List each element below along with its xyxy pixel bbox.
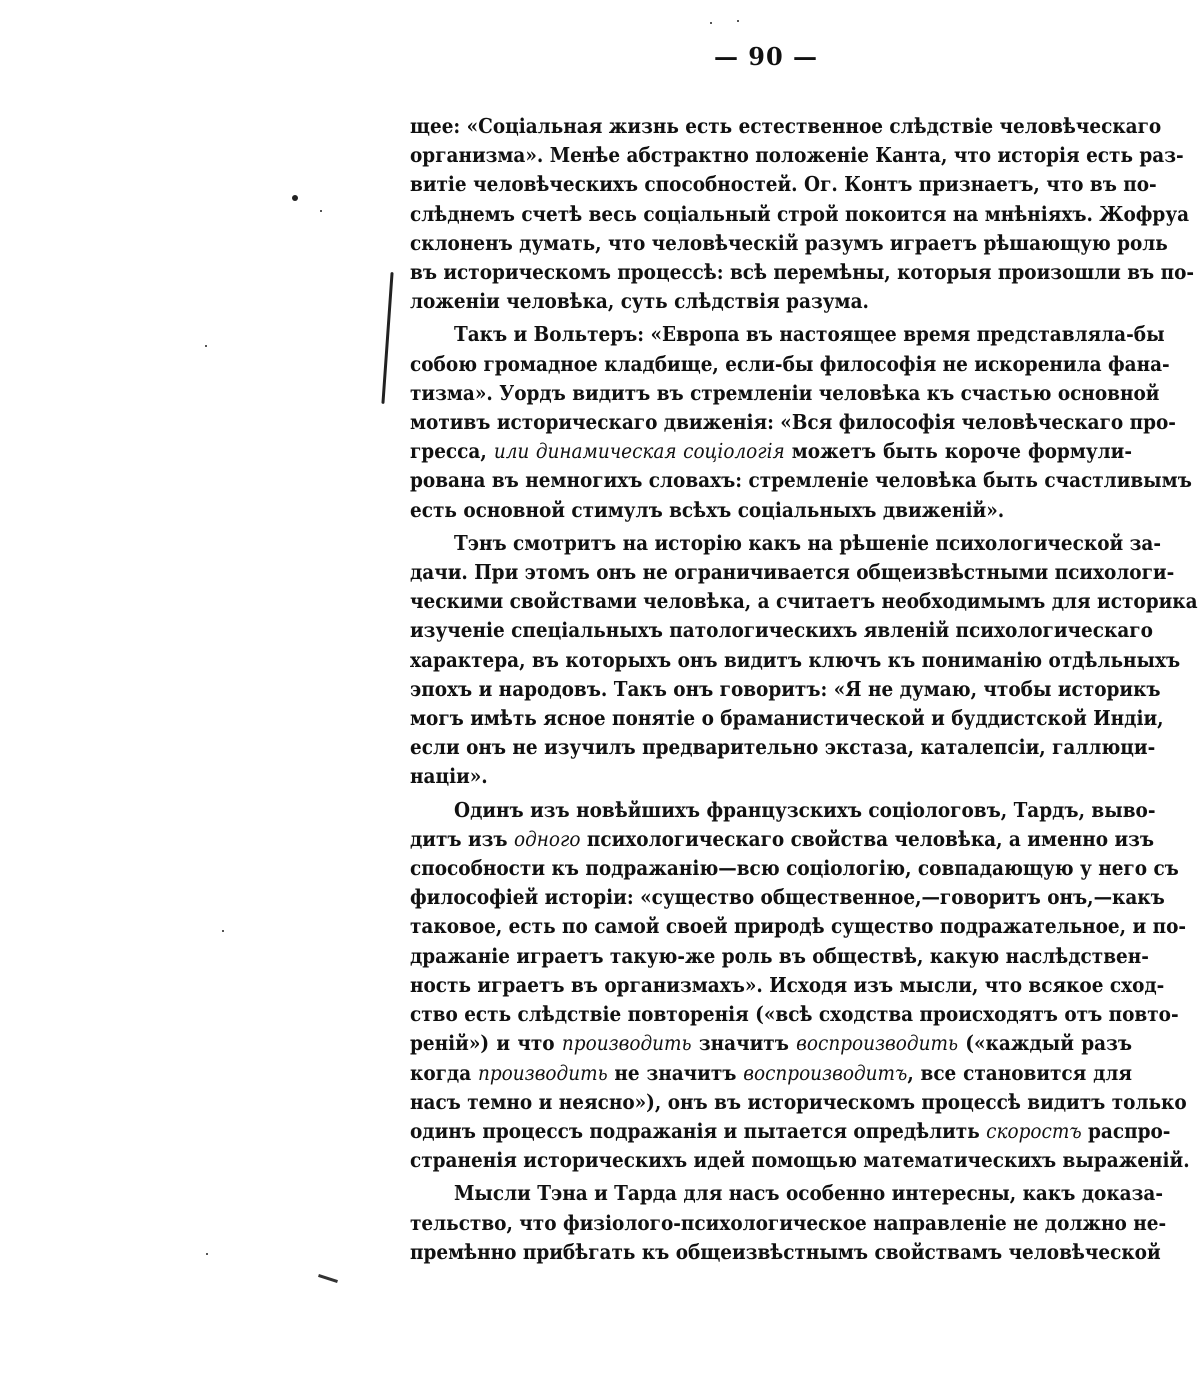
- scan-speck: [737, 20, 739, 22]
- text-line: въ историческомъ процессѣ: всѣ перемѣны, которыя произошли въ по-: [410, 260, 1195, 285]
- paragraph: [410, 529, 1198, 792]
- text-line: витіе человѣческихъ способностей. Ог. Контъ признаетъ, что въ по-: [410, 172, 1157, 197]
- text-line: если онъ не изучилъ предварительно экстаза, каталепсіи, галлюци-: [410, 735, 1156, 760]
- text-line: философіей исторіи: «существо общественное,—говоритъ онъ,—какъ: [410, 885, 1165, 910]
- text-line: націи».: [410, 764, 488, 789]
- text-line: рована въ немногихъ словахъ: стремленіе человѣка быть счастливымъ: [410, 468, 1192, 493]
- paragraph: [410, 320, 1192, 524]
- text-line: когда производить не значитъ воспроизводитъ, все становится для: [410, 1060, 1132, 1085]
- scan-speck: [205, 345, 207, 347]
- text-line: дачи. При этомъ онъ не ограничивается общеизвѣстными психологи-: [410, 560, 1175, 585]
- paragraph: [410, 1179, 1167, 1267]
- text-line: одинъ процессъ подражанія и пытается опредѣлить скоростъ распро-: [410, 1118, 1171, 1143]
- scan-speck: [222, 930, 224, 932]
- text-line: дитъ изъ одного психологическаго свойства человѣка, а именно изъ: [410, 826, 1155, 851]
- text-line: ложеніи человѣка, суть слѣдствія разума.: [410, 289, 869, 314]
- paragraph: [410, 796, 1190, 1176]
- text-line: ство есть слѣдствіе повторенія («всѣ сходства происходятъ отъ повто-: [410, 1002, 1179, 1027]
- body-text: [410, 112, 1198, 1267]
- text-line: тизма». Уордъ видитъ въ стремленіи человѣка къ счастью основной: [410, 380, 1160, 405]
- text-line: могъ имѣть ясное понятіе о браманистической и буддистской Индіи,: [410, 706, 1164, 731]
- text-line: мотивъ историческаго движенія: «Вся философія человѣческаго про-: [410, 410, 1176, 435]
- text-line: Мысли Тэна и Тарда для насъ особенно интересны, какъ доказа-: [454, 1181, 1164, 1206]
- text-line: есть основной стимулъ всѣхъ соціальныхъ движеній».: [410, 497, 1005, 522]
- text-line: гресса, или динамическая соціологія можетъ быть короче формули-: [410, 439, 1132, 464]
- page-number: — 90 —: [713, 42, 819, 71]
- text-line: эпохъ и народовъ. Такъ онъ говоритъ: «Я не думаю, чтобы историкъ: [410, 676, 1161, 701]
- scan-speck: [320, 210, 322, 212]
- text-line: характера, въ которыхъ онъ видитъ ключъ къ пониманію отдѣльныхъ: [410, 647, 1181, 672]
- text-line: Одинъ изъ новѣйшихъ французскихъ соціологовъ, Тардъ, выво-: [454, 797, 1156, 822]
- text-line: страненія историческихъ идей помощью математическихъ выраженій.: [410, 1148, 1190, 1173]
- text-line: насъ темно и неясно»), онъ въ историческомъ процессѣ видитъ только: [410, 1089, 1187, 1114]
- text-line: щее: «Соціальная жизнь есть естественное слѣдствіе человѣческаго: [410, 114, 1162, 138]
- text-line: дражаніе играетъ такую-же роль въ обществѣ, какую наслѣдствен-: [410, 943, 1149, 968]
- text-line: таковое, есть по самой своей природѣ существо подражательное, и по-: [410, 914, 1187, 939]
- margin-pencil-mark: [381, 272, 393, 404]
- text-line: организма». Менѣе абстрактно положеніе Канта, что исторія есть раз-: [410, 143, 1184, 168]
- text-line: тельство, что физіолого-психологическое направленіе не должно не-: [410, 1210, 1167, 1235]
- scan-dash-mark: [318, 1274, 338, 1283]
- scan-speck: [710, 22, 712, 24]
- text-line: склоненъ думать, что человѣческій разумъ играетъ рѣшающую роль: [410, 230, 1168, 255]
- text-line: изученіе спеціальныхъ патологическихъ явленій психологическаго: [410, 618, 1153, 643]
- scan-dot: [292, 195, 298, 201]
- text-line: ческими свойствами человѣка, а считаетъ необходимымъ для историка: [410, 589, 1198, 614]
- text-line: Такъ и Вольтеръ: «Европа въ настоящее время представляла-бы: [454, 322, 1165, 347]
- scan-speck: [206, 1253, 208, 1255]
- text-line: способности къ подражанію—всю соціологію, совпадающую у него съ: [410, 856, 1179, 881]
- text-line: ность играетъ въ организмахъ». Исходя изъ мысли, что всякое сход-: [410, 972, 1165, 997]
- text-line: реній») и что производить значитъ воспроизводить («каждый разъ: [410, 1031, 1132, 1056]
- paragraph: [410, 112, 1195, 316]
- text-line: премѣнно прибѣгать къ общеизвѣстнымъ свойствамъ человѣческой: [410, 1239, 1161, 1264]
- text-line: Тэнъ смотритъ на исторію какъ на рѣшеніе психологической за-: [454, 530, 1161, 555]
- text-line: слѣднемъ счетѣ весь соціальный строй покоится на мнѣніяхъ. Жофруа: [410, 201, 1190, 226]
- text-line: собою громадное кладбище, если-бы философія не искоренила фана-: [410, 351, 1170, 376]
